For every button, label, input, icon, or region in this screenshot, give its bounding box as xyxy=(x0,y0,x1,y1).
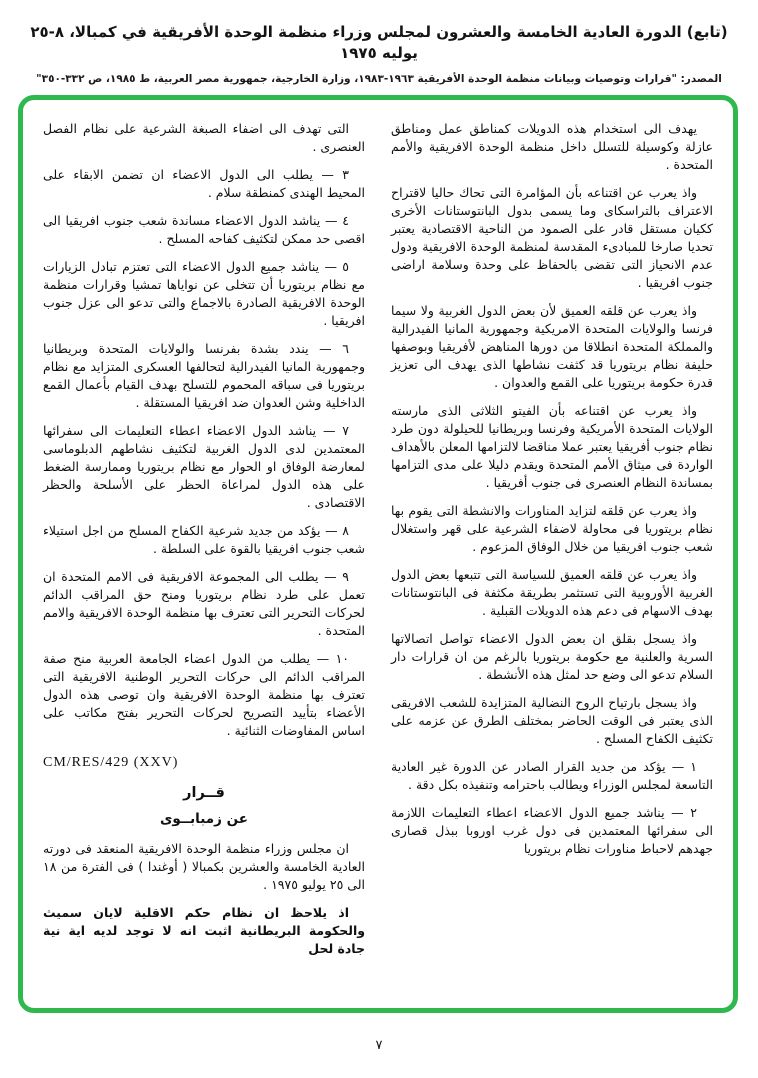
paragraph-numbered-7: ٧ — يناشد الدول الاعضاء اعطاء التعليمات الى سفرائها المعتمدين لدى الدول الغربية لتكثيف نشاطهم الدبلوماسى لمعارضة الوفاق او الحوار مع نظام بريتوريا وممارسة الضغط على هذه الدول لمراعاة الحظر على الأسلحة والحظر الاقتصادى . xyxy=(43,423,365,510)
page-header-source: المصدر: "قرارات وتوصيات وبيانات منظمة الوحدة الأفريقية ١٩٦٣-١٩٨٣، وزارة الخارجية، جمهورية مصر العربية، ط ١٩٨٥، ص ٣٣٢-٣٥٠" xyxy=(36,73,722,85)
column-left xyxy=(43,120,365,994)
paragraph-numbered-3: ٣ — يطلب الى الدول الاعضاء ان تضمن الابقاء على المحيط الهندى كمنطقة سلام . xyxy=(43,167,365,200)
resolution-title: قــرار xyxy=(183,785,225,801)
paragraph-numbered-1: ١ — يؤكد من جديد القرار الصادر عن الدورة غير العادية التاسعة لمجلس الوزراء ويطالب باحترامه وتنفيذه بكل دقة . xyxy=(391,759,713,792)
paragraph-numbered-6: ٦ — يندد بشدة بفرنسا والولايات المتحدة وبريطانيا وجمهورية المانيا الفيدرالية لتحالفها العسكرى المتزايد مع نظام بريتوريا فى سباقه المحموم للتسلح بهدف القيام بأعمال القمع الداخلية وشن العدوان ضد افريقيا المستقلة . xyxy=(43,341,365,410)
paragraph: واذ يسجل بارتياح الروح النضالية المتزايدة للشعب الافريقى الذى يعتبر فى الوقت الحاضر بمختلف الطرق عن عزمه على تكثيف الكفاح المسلح . xyxy=(391,695,713,746)
paragraph-numbered-4: ٤ — يناشد الدول الاعضاء مساندة شعب جنوب افريقيا الى اقصى حد ممكن لتكثيف كفاحه المسلح . xyxy=(43,213,365,246)
paragraph-numbered-5: ٥ — يناشد جميع الدول الاعضاء التى تعتزم تبادل الزيارات مع نظام بريتوريا أن تتخلى عن نواياها تمشيا وقرارات منظمة الوحدة الافريقية الصادرة بالاجماع والتى تدعو الى عزل جنوب افريقيا . xyxy=(43,259,365,328)
page-header-title: (تابع) الدورة العادية الخامسة والعشرون لمجلس وزراء منظمة الوحدة الأفريقية في كمبالا، ٨-٢٥ يوليه ١٩٧٥ xyxy=(30,23,728,62)
resolution-subtitle: عن زمبابــوى xyxy=(160,811,248,827)
paragraph: واذ يعرب عن قلقه العميق لأن بعض الدول الغربية ولا سيما فرنسا والولايات المتحدة الامريكية وجمهورية المانيا الفيدرالية والمملكة المتحدة انطلاقا من دورها المناهض لأفريقيا وبوصفها حليفة نظام بريتوريا قد كثفت نشاطها الذى يهدف الى تعزيز قدرة حكومة بريتوريا على القمع والعدوان . xyxy=(391,303,713,390)
page-header xyxy=(30,22,728,85)
paragraph-numbered-9: ٩ — يطلب الى المجموعة الافريقية فى الامم المتحدة ان تعمل على طرد نظام بريتوريا ومنح حق المراقب الدائم لحركات التحرير التى تعترف بها منظمة الوحدة الافريقية والامم المتحدة . xyxy=(43,569,365,638)
paragraph: يهدف الى استخدام هذه الدويلات كمناطق عمل ومناطق عازلة وكوسيلة للتسلل داخل منظمة الوحدة الافريقية والأمم المتحدة . xyxy=(391,121,713,172)
paragraph: واذ يعرب عن اقتناعه بأن المؤامرة التى تحاك حاليا لاقتراح الاعتراف بالتراسكاى وما يسمى بدول البانتوستانات الأخرى ككيان مستقل قادر على الصمود من الناحية الاقتصادية يعتبر تحديا صارخا للمبادىء المقدسة لمنظمة الوحدة الافريقية ودول عدم الانحياز التى تقضى بالحفاظ على وحدة وسلامة اراضى جنوب افريقيا . xyxy=(391,185,713,290)
paragraph: واذ يعرب عن قلقه العميق للسياسة التى تتبعها بعض الدول الغربية الأوروبية التى تستثمر بطريقة مكثفة فى البانتوستانات بهدف الاسهام فى دعم هذه الدويلات القبلية . xyxy=(391,567,713,618)
paragraph-numbered-10: ١٠ — يطلب من الدول اعضاء الجامعة العربية منح صفة المراقب الدائم الى حركات التحرير الوطنية الافريقية التى تعترف بها منظمة الوحدة الافريقية وان توصى هذه الدول الأعضاء بتأييد التصريح لحركات التحرير بفتح مكاتب على اساس المفاوضات الثنائية . xyxy=(43,651,365,738)
page-number: ٧ xyxy=(375,1038,383,1053)
resolution-code: CM/RES/429 (XXV) xyxy=(43,755,179,770)
content-frame xyxy=(18,95,738,1013)
column-right xyxy=(391,120,713,994)
paragraph: واذ يسجل بقلق ان بعض الدول الاعضاء تواصل اتصالاتها السرية والعلنية مع حكومة بريتوريا بالرغم من ان قرارات دار السلام تدعو الى وضع حد لمثل هذه الأنشطة . xyxy=(391,631,713,682)
two-column-layout xyxy=(43,120,713,994)
paragraph-bold: اذ يلاحظ ان نظام حكم الاقلية لايان سميث والحكومة البريطانية اثبت انه لا توجد لديه اية نية جادة لحل xyxy=(43,905,365,956)
paragraph: ان مجلس وزراء منظمة الوحدة الافريقية المنعقد فى دورته العادية الخامسة والعشرين بكمبالا ( أوغندا ) فى الفترة من ١٨ الى ٢٥ يوليو ١٩٧٥ . xyxy=(43,841,365,892)
paragraph: واذ يعرب عن اقتناعه بأن الفيتو الثلاثى الذى مارسته الولايات المتحدة الأمريكية وفرنسا وبريطانيا للحيلولة دون طرد نظام جنوب أفريقيا يعتبر عملا مناقضا لالتزامها المعلن بالأهداف الواردة فى ميثاق الأمم المتحدة ويقدم دليلا على مدى التزامها بمساندة النظام العنصرى فى جنوب أفريقيا . xyxy=(391,403,713,490)
paragraph: التى تهدف الى اضفاء الصبغة الشرعية على نظام الفصل العنصرى . xyxy=(43,121,365,154)
paragraph-numbered-2: ٢ — يناشد جميع الدول الاعضاء اعطاء التعليمات اللازمة الى سفرائها المعتمدين فى دول غرب اوروبا ببذل قصارى جهدهم لاحباط مناورات نظام بريتوريا xyxy=(391,805,713,856)
paragraph-numbered-8: ٨ — يؤكد من جديد شرعية الكفاح المسلح من اجل استيلاء شعب جنوب افريقيا بالقوة على السلطة . xyxy=(43,523,365,556)
paragraph: واذ يعرب عن قلقه لتزايد المناورات والانشطة التى يقوم بها نظام بريتوريا فى محاولة لاضفاء الشرعية على قهر واستغلال شعب جنوب افريقيا من خلال الوفاق المزعوم . xyxy=(391,503,713,554)
